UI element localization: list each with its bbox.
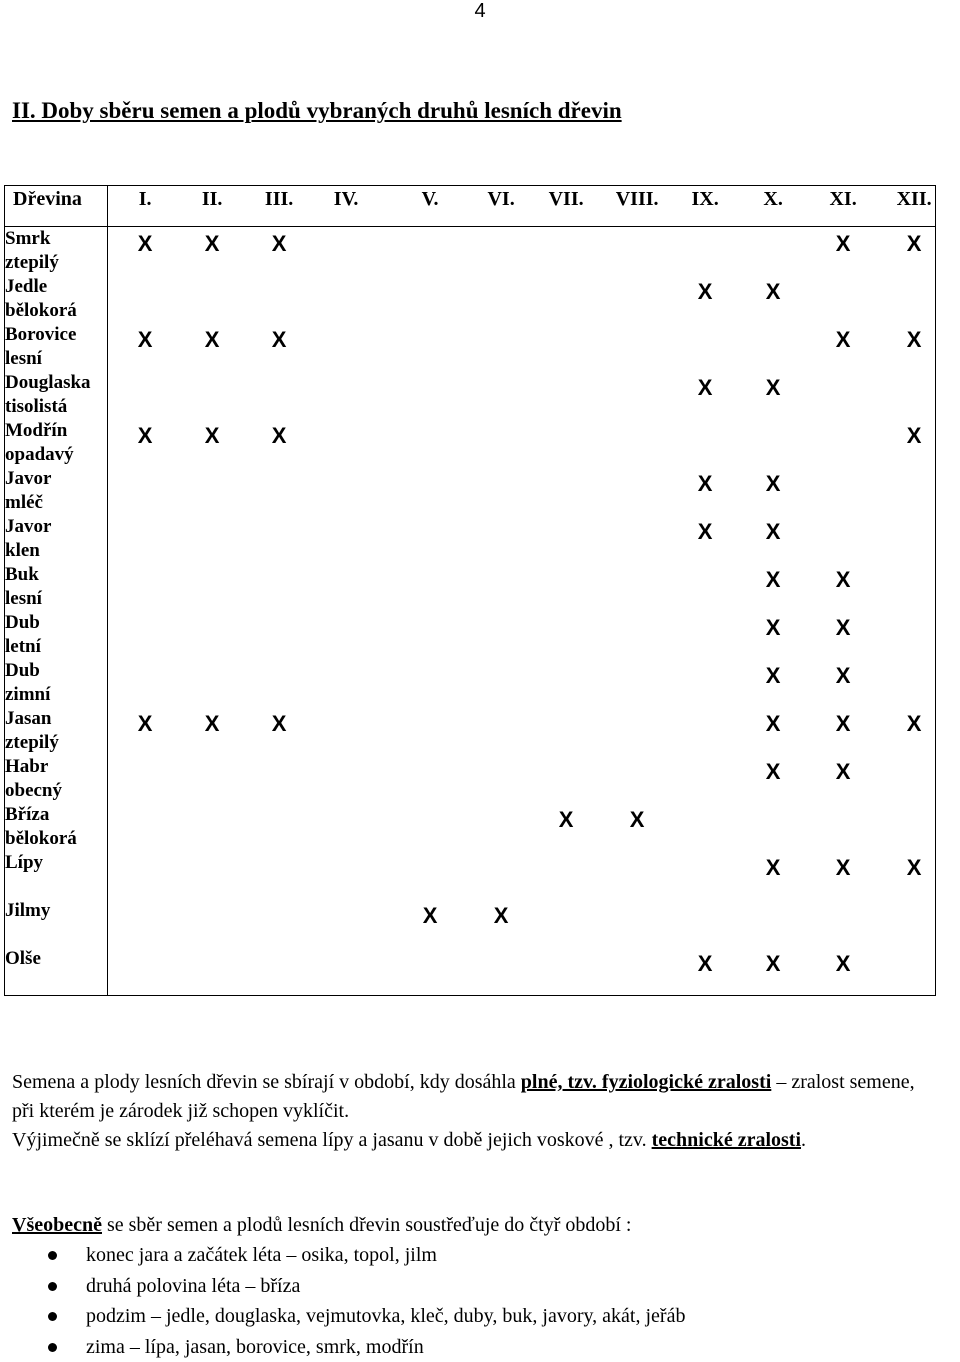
collection-mark: X	[138, 423, 153, 449]
tree-name-line: obecný	[5, 780, 62, 801]
list-item-text: konec jara a začátek léta – osika, topol, jilm	[86, 1244, 437, 1266]
month-labels	[108, 188, 935, 226]
collection-mark: X	[836, 663, 851, 689]
table-row	[5, 899, 936, 947]
table-row	[5, 515, 936, 563]
page-number: 4	[0, 0, 960, 23]
tree-species-cell	[5, 515, 108, 563]
month-label: V.	[422, 188, 439, 211]
table-row	[5, 371, 936, 419]
month-label: XI.	[829, 188, 856, 211]
paragraph-maturity	[12, 1068, 922, 1155]
tree-species-cell	[5, 755, 108, 803]
collection-months-cell	[108, 755, 936, 803]
header-tree-label: Dřevina	[5, 188, 107, 211]
collection-mark: X	[138, 231, 153, 257]
table-row	[5, 227, 936, 276]
tree-name-line: Modřín	[5, 420, 67, 441]
paragraph-text: .	[801, 1129, 806, 1151]
tree-name-line: Douglaska	[5, 372, 91, 393]
collection-months-cell	[108, 275, 936, 323]
collection-mark: X	[272, 231, 287, 257]
collection-mark: X	[766, 711, 781, 737]
collection-mark: X	[836, 615, 851, 641]
tree-species-cell	[5, 323, 108, 371]
header-tree-column	[5, 186, 108, 227]
collection-months-cell	[108, 467, 936, 515]
tree-name-line: lesní	[5, 348, 42, 369]
collection-mark: X	[836, 711, 851, 737]
collection-mark: X	[698, 279, 713, 305]
tree-species-cell	[5, 563, 108, 611]
tree-name-line: Bříza	[5, 804, 49, 825]
collection-mark: X	[766, 519, 781, 545]
list-item	[40, 1301, 685, 1332]
tree-species-cell	[5, 947, 108, 996]
underlined-term-technical: technické zralosti	[652, 1129, 801, 1151]
collection-mark: X	[836, 231, 851, 257]
table-row	[5, 563, 936, 611]
collection-months-cell	[108, 899, 936, 947]
collection-mark: X	[698, 951, 713, 977]
month-label: VI.	[487, 188, 514, 211]
collection-mark: X	[766, 615, 781, 641]
tree-name-line: Javor	[5, 468, 51, 489]
bullet-icon	[48, 1251, 57, 1260]
collection-mark: X	[138, 327, 153, 353]
tree-species-cell	[5, 467, 108, 515]
collection-mark: X	[272, 711, 287, 737]
month-label: VII.	[549, 188, 584, 211]
list-item	[40, 1332, 685, 1362]
month-label: II.	[202, 188, 223, 211]
month-label: I.	[139, 188, 152, 211]
underlined-term-general: Všeobecně	[12, 1214, 102, 1236]
tree-name-line: lesní	[5, 588, 42, 609]
tree-species-cell	[5, 275, 108, 323]
collection-mark: X	[907, 327, 922, 353]
collection-mark: X	[272, 327, 287, 353]
table-row	[5, 947, 936, 996]
list-item-text: druhá polovina léta – bříza	[86, 1275, 300, 1297]
collection-mark: X	[698, 375, 713, 401]
collection-mark: X	[698, 519, 713, 545]
collection-mark: X	[205, 327, 220, 353]
tree-name-line: Habr	[5, 756, 48, 777]
tree-name-line: Buk	[5, 564, 39, 585]
table-row	[5, 467, 936, 515]
collection-months-cell	[108, 611, 936, 659]
paragraph-text: – zralost semene, při kterém je zárodek již schopen vyklíčit.	[12, 1071, 915, 1122]
tree-name-line: ztepilý	[5, 252, 59, 273]
collection-months-cell	[108, 419, 936, 467]
list-item-text: podzim – jedle, douglaska, vejmutovka, kleč, duby, buk, javory, akát, jeřáb	[86, 1305, 685, 1327]
tree-name-line: Dub	[5, 612, 40, 633]
bullet-icon	[48, 1312, 57, 1321]
collection-mark: X	[766, 567, 781, 593]
collection-mark: X	[766, 663, 781, 689]
table-row	[5, 419, 936, 467]
collection-months-cell	[108, 947, 936, 996]
collection-months-cell	[108, 563, 936, 611]
collection-mark: X	[205, 711, 220, 737]
paragraph-periods	[12, 1211, 922, 1240]
month-label: IX.	[691, 188, 718, 211]
tree-species-cell	[5, 803, 108, 851]
bullet-icon	[48, 1343, 57, 1352]
collection-mark: X	[766, 279, 781, 305]
table-row	[5, 851, 936, 899]
table-body	[5, 227, 936, 996]
month-label: III.	[265, 188, 293, 211]
collection-mark: X	[836, 567, 851, 593]
collection-mark: X	[766, 471, 781, 497]
tree-name-line: Borovice	[5, 324, 76, 345]
collection-mark: X	[907, 423, 922, 449]
tree-name-line: Olše	[5, 948, 41, 969]
period-list	[40, 1240, 685, 1362]
paragraph-text: Semena a plody lesních dřevin se sbírají v období, kdy dosáhla	[12, 1071, 521, 1093]
collection-mark: X	[766, 855, 781, 881]
collection-mark: X	[836, 759, 851, 785]
tree-name-line: tisolistá	[5, 396, 67, 417]
collection-mark: X	[836, 855, 851, 881]
table-row	[5, 659, 936, 707]
collection-mark: X	[559, 807, 574, 833]
collection-mark: X	[766, 951, 781, 977]
collection-months-cell	[108, 227, 936, 276]
seed-collection-table	[4, 185, 936, 996]
section-title: II. Doby sběru semen a plodů vybraných druhů lesních dřevin	[12, 98, 622, 124]
collection-months-cell	[108, 515, 936, 563]
tree-name-line: Dub	[5, 660, 40, 681]
tree-species-cell	[5, 419, 108, 467]
tree-name-line: bělokorá	[5, 828, 77, 849]
month-label: VIII.	[616, 188, 659, 211]
tree-name-line: Jedle	[5, 276, 47, 297]
tree-name-line: Javor	[5, 516, 51, 537]
tree-species-cell	[5, 707, 108, 755]
collection-months-cell	[108, 323, 936, 371]
tree-species-cell	[5, 227, 108, 276]
underlined-term-physiological: plné, tzv. fyziologické zralosti	[521, 1071, 772, 1093]
collection-mark: X	[766, 375, 781, 401]
table-row	[5, 323, 936, 371]
tree-name-line: zimní	[5, 684, 50, 705]
collection-mark: X	[907, 711, 922, 737]
tree-name-line: letní	[5, 636, 41, 657]
collection-mark: X	[907, 855, 922, 881]
table-row	[5, 755, 936, 803]
tree-name-line: Jasan	[5, 708, 51, 729]
collection-mark: X	[138, 711, 153, 737]
list-item-text: zima – lípa, jasan, borovice, smrk, modřín	[86, 1336, 424, 1358]
collection-mark: X	[494, 903, 509, 929]
table-row	[5, 803, 936, 851]
collection-months-cell	[108, 851, 936, 899]
month-label: XII.	[897, 188, 932, 211]
month-label: X.	[763, 188, 782, 211]
tree-name-line: opadavý	[5, 444, 74, 465]
table-row	[5, 707, 936, 755]
collection-mark: X	[836, 951, 851, 977]
paragraph-text: Výjimečně se sklízí přeléhavá semena lípy a jasanu v době jejich voskové , tzv.	[12, 1129, 652, 1151]
collection-months-cell	[108, 803, 936, 851]
collection-mark: X	[272, 423, 287, 449]
tree-species-cell	[5, 899, 108, 947]
list-item	[40, 1271, 685, 1302]
tree-name-line: Lípy	[5, 852, 43, 873]
collection-months-cell	[108, 371, 936, 419]
collection-mark: X	[836, 327, 851, 353]
month-label: IV.	[334, 188, 359, 211]
tree-name-line: klen	[5, 540, 40, 561]
collection-months-cell	[108, 707, 936, 755]
collection-months-cell	[108, 659, 936, 707]
collection-mark: X	[698, 471, 713, 497]
table-row	[5, 611, 936, 659]
collection-mark: X	[205, 231, 220, 257]
collection-mark: X	[766, 759, 781, 785]
tree-name-line: Jilmy	[5, 900, 50, 921]
tree-name-line: ztepilý	[5, 732, 59, 753]
table-row	[5, 275, 936, 323]
tree-name-line: bělokorá	[5, 300, 77, 321]
table-header-row	[5, 186, 936, 227]
tree-name-line: Smrk	[5, 228, 50, 249]
collection-mark: X	[205, 423, 220, 449]
list-item	[40, 1240, 685, 1271]
tree-species-cell	[5, 851, 108, 899]
collection-mark: X	[423, 903, 438, 929]
collection-mark: X	[907, 231, 922, 257]
collection-mark: X	[630, 807, 645, 833]
tree-name-line: mléč	[5, 492, 43, 513]
tree-species-cell	[5, 611, 108, 659]
paragraph-text: se sběr semen a plodů lesních dřevin soustřeďuje do čtyř období :	[102, 1214, 631, 1236]
bullet-icon	[48, 1282, 57, 1291]
tree-species-cell	[5, 659, 108, 707]
header-months	[108, 186, 936, 227]
tree-species-cell	[5, 371, 108, 419]
